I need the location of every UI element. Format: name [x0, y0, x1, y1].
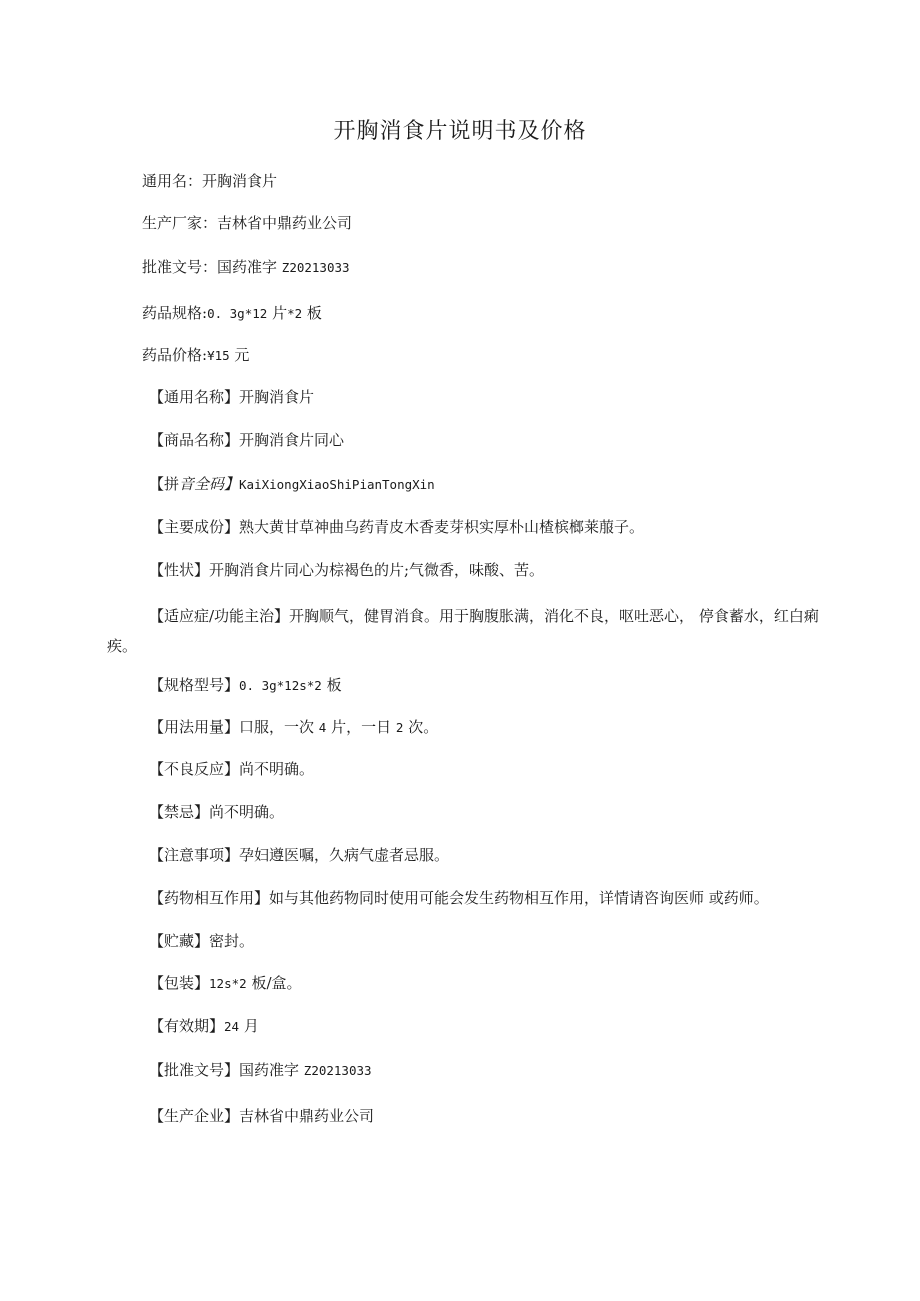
- section-approval: [149, 1059, 372, 1082]
- section-storage: 【贮藏】密封。: [149, 932, 255, 950]
- spec-unit-b: 板: [306, 304, 322, 322]
- spec-unit-a: 片: [272, 304, 288, 322]
- section-usage: [149, 716, 438, 739]
- approval-section-label: 【批准文号】国药准字: [149, 1061, 300, 1079]
- spec-line: [142, 302, 322, 325]
- spec-value-b: *2: [287, 306, 303, 321]
- spec-section-label: 【规格型号】: [149, 676, 240, 694]
- spec-section-value: 0. 3g*12s*2: [239, 678, 322, 693]
- spec-section-unit: 板: [326, 676, 342, 694]
- approval-code: Z20213033: [281, 260, 350, 275]
- pinyin-value: KaiXiongXiaoShiPianTongXin: [239, 477, 435, 492]
- page-title: 开胸消食片说明书及价格: [333, 119, 587, 144]
- expiry-unit: 月: [243, 1017, 259, 1035]
- manufacturer-line: 生产厂家：吉林省中鼎药业公司: [142, 214, 353, 232]
- package-value: 12s*2: [209, 976, 247, 991]
- approval-label: 批准文号：国药准字: [142, 258, 278, 276]
- price-value: ¥15: [207, 348, 230, 363]
- usage-num-2: 2: [395, 720, 404, 735]
- package-unit: 板/盒。: [251, 974, 302, 992]
- expiry-value: 24: [224, 1019, 240, 1034]
- pinyin-label: 音全码】: [179, 475, 240, 493]
- section-trade-name: 【商品名称】开胸消食片同心: [149, 431, 345, 449]
- usage-mid: 片，一日: [331, 718, 392, 736]
- section-indications: 【适应症/功能主治】开胸顺气，健胃消食。用于胸腹胀满，消化不良，呕吐恶心， 停食蓄水，红白痢疾。: [107, 607, 819, 655]
- pinyin-prefix: 【拼: [149, 475, 180, 493]
- price-unit: 元: [234, 346, 250, 364]
- price-label: 药品价格:: [142, 346, 208, 364]
- generic-name-line: 通用名：开胸消食片: [142, 172, 278, 190]
- usage-label: 【用法用量】口服，一次: [149, 718, 315, 736]
- expiry-label: 【有效期】: [149, 1017, 225, 1035]
- section-generic-name: 【通用名称】开胸消食片: [149, 388, 315, 406]
- section-precautions: 【注意事项】孕妇遵医嘱，久病气虚者忌服。: [149, 846, 450, 864]
- section-interactions: 【药物相互作用】如与其他药物同时使用可能会发生药物相互作用，详情请咨询医师 或药师。: [149, 889, 769, 907]
- approval-number-line: [142, 256, 350, 279]
- section-ingredients: 【主要成份】熟大黄甘草神曲乌药青皮木香麦芽枳实厚朴山楂槟榔莱菔子。: [149, 518, 645, 536]
- price-line: [142, 344, 249, 367]
- spec-value-a: 0. 3g*12: [207, 306, 268, 321]
- section-spec: [149, 674, 342, 697]
- usage-num-1: 4: [318, 720, 327, 735]
- section-properties: 【性状】开胸消食片同心为棕褐色的片;气微香，味酸、苦。: [149, 561, 545, 579]
- section-producer: 【生产企业】吉林省中鼎药业公司: [149, 1107, 375, 1125]
- section-expiry: [149, 1015, 259, 1038]
- section-package: [149, 972, 302, 995]
- package-label: 【包装】: [149, 974, 210, 992]
- section-adverse-reactions: 【不良反应】尚不明确。: [149, 760, 315, 778]
- section-contraindications: 【禁忌】尚不明确。: [149, 803, 285, 821]
- approval-section-code: Z20213033: [303, 1063, 372, 1078]
- section-pinyin: [149, 473, 435, 496]
- spec-label: 药品规格:: [142, 304, 208, 322]
- usage-end: 次。: [408, 718, 439, 736]
